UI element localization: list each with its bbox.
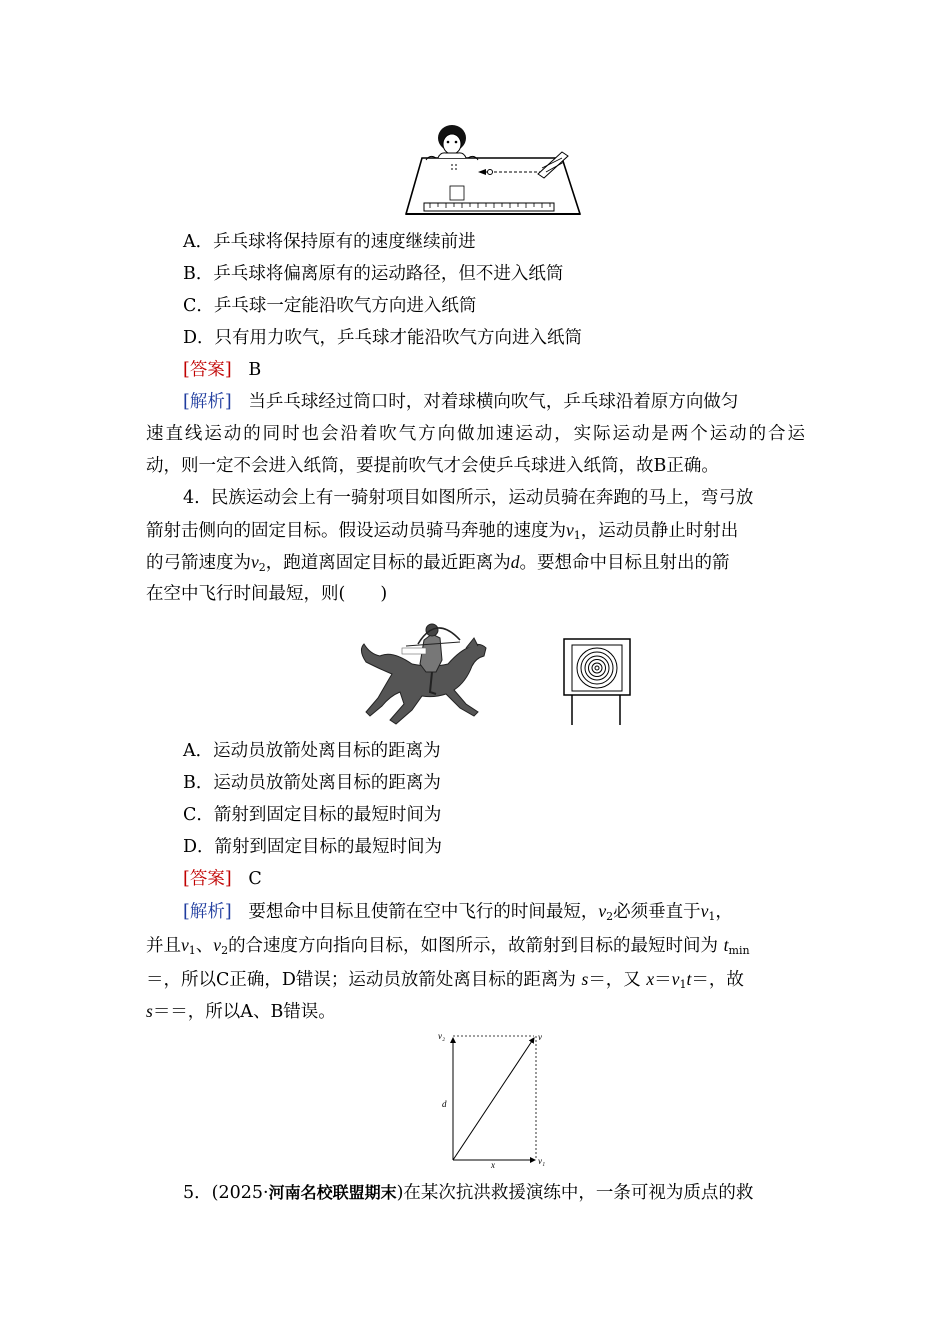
q4-option-a: A．运动员放箭处离目标的距离为	[183, 741, 441, 761]
q4-analysis-line-2: 并且$v_1$、$v_2$的合速度方向指向目标，如图所示，故箭射到目标的最短时间为 $t_{min}$	[146, 935, 750, 957]
q4-option-c: C．箭射到固定目标的最短时间为	[183, 805, 442, 825]
q4-stem-line-2: 箭射击侧向的固定目标。假设运动员骑马奔驰的速度为$v_1$，运动员静止时射出	[146, 520, 739, 542]
q5-source: 河南名校联盟期末	[268, 1183, 397, 1202]
pingpong-figure	[402, 124, 582, 218]
q3-option-b: B．乒乓球将偏离原有的运动路径，但不进入纸筒	[183, 264, 564, 284]
q4-analysis-line-1: [解析] 要想命中目标且使箭在空中飞行的时间最短，$v_2$必须垂直于$v_1$，	[183, 901, 733, 923]
label-v: v	[538, 1032, 542, 1042]
analysis-tag: [解析]	[183, 902, 232, 922]
q5-stem: 5．(2025·河南名校联盟期末)在某次抗洪救援演练中，一条可视为质点的救	[183, 1183, 754, 1203]
analysis-tag: [解析]	[183, 392, 232, 412]
q3-analysis-line-3: 动，则一定不会进入纸筒，要提前吹气才会使乒乓球进入纸筒，故B正确。	[146, 456, 719, 476]
q3-option-d: D．只有用力吹气，乒乓球才能沿吹气方向进入纸筒	[183, 328, 583, 348]
q3-answer	[183, 358, 261, 382]
q3-option-a: A．乒乓球将保持原有的速度继续前进	[183, 232, 476, 252]
q3-analysis-line-2: 速直线运动的同时也会沿着吹气方向做加速运动，实际运动是两个运动的合运	[146, 424, 805, 444]
answer-tag: [答案]	[183, 360, 232, 380]
q4-stem-line-4: 在空中飞行时间最短，则( )	[146, 584, 388, 604]
q4-option-b: B．运动员放箭处离目标的距离为	[183, 773, 441, 793]
q3-option-c: C．乒乓球一定能沿吹气方向进入纸筒	[183, 296, 477, 316]
label-v1: v₁	[538, 1156, 546, 1166]
target-figure	[562, 637, 634, 727]
answer-value: C	[248, 869, 262, 889]
q4-analysis-line-3: ＝，所以C正确，D错误；运动员放箭处离目标的距离为 s＝，又 $x=v_1t=$，故	[146, 969, 744, 991]
label-v2: v₂	[438, 1031, 446, 1041]
label-x: x	[491, 1160, 495, 1170]
velocity-diagram	[436, 1030, 548, 1170]
q4-analysis-line-4: s＝＝，所以A、B错误。	[146, 1001, 336, 1022]
horse-archer-figure	[356, 620, 492, 732]
q4-option-d: D．箭射到固定目标的最短时间为	[183, 837, 443, 857]
label-d: d	[442, 1099, 447, 1109]
q4-stem-line-3: 的弓箭速度为$v_2$，跑道离固定目标的最近距离为d。要想命中目标且射出的箭	[146, 552, 730, 574]
q4-stem-line-1: 4. 民族运动会上有一骑射项目如图所示，运动员骑在奔跑的马上，弯弓放	[183, 488, 754, 508]
q4-answer	[183, 867, 262, 891]
q3-analysis-line-1: [解析] 当乒乓球经过筒口时，对着球横向吹气，乒乓球沿着原方向做匀	[183, 392, 739, 412]
answer-tag: [答案]	[183, 869, 232, 889]
answer-value: B	[248, 360, 262, 380]
